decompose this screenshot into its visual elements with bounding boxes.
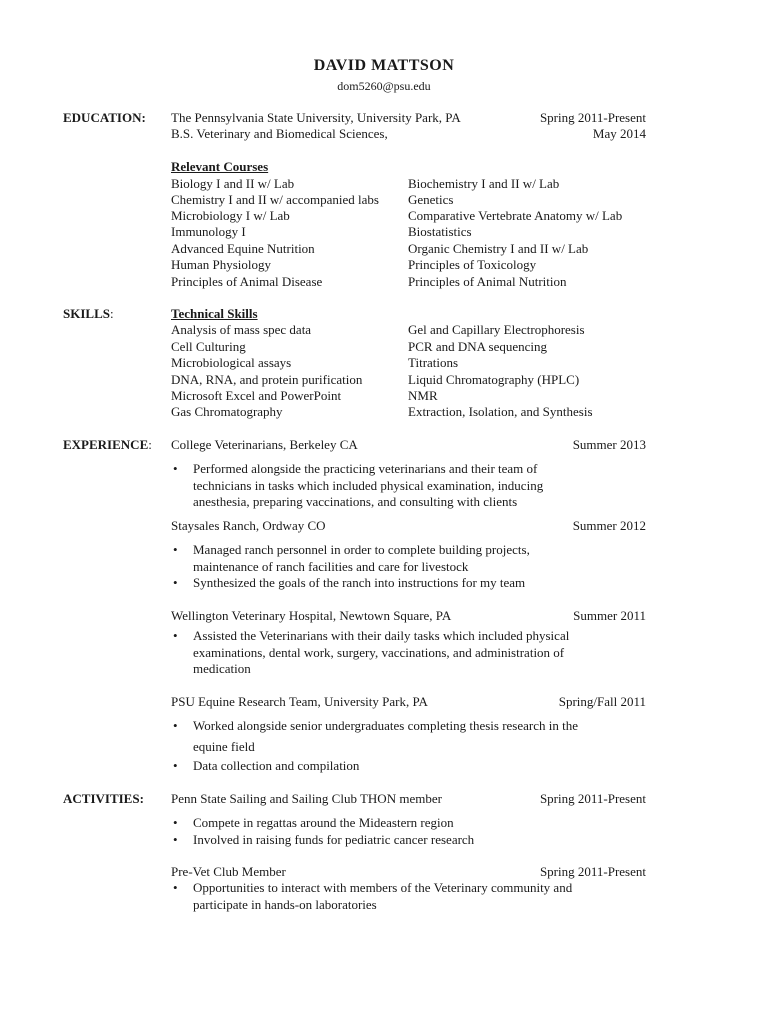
activity-bullet-text: Opportunities to interact with members of the Veterinary community and participate in hands-on laboratories xyxy=(193,880,573,912)
skills-label-text: SKILLS xyxy=(63,306,110,321)
skill-left-item: Cell Culturing xyxy=(171,339,246,354)
course-left-item: Immunology I xyxy=(171,224,246,239)
bullet-icon: • xyxy=(173,542,178,557)
job-title: Wellington Veterinary Hospital, Newtown Square, PA xyxy=(171,608,452,623)
activities-label: ACTIVITIES: xyxy=(63,791,144,806)
job-bullet-text: Performed alongside the practicing veterinarians and their team of technicians in tasks which included physical examination, inducing anesthesia, preparing vaccinations, and consulting with clients xyxy=(193,461,544,509)
skill-right-item: Titrations xyxy=(408,355,459,370)
education-label: EDUCATION: xyxy=(63,110,146,125)
skill-left-item: Analysis of mass spec data xyxy=(171,322,312,337)
education-degree-date: May 2014 xyxy=(592,126,646,141)
activity-title: Penn State Sailing and Sailing Club THON member xyxy=(171,791,442,806)
education-school: The Pennsylvania State University, University Park, PA xyxy=(171,110,461,125)
education-school-date: Spring 2011-Present xyxy=(539,110,646,125)
course-right-item: Comparative Vertebrate Anatomy w/ Lab xyxy=(408,208,623,223)
experience-label-colon: : xyxy=(148,437,152,452)
course-left-item: Human Physiology xyxy=(171,257,272,272)
job-title: College Veterinarians, Berkeley CA xyxy=(171,437,358,452)
job-date: Summer 2013 xyxy=(572,437,646,452)
course-right-item: Principles of Toxicology xyxy=(408,257,537,272)
job-bullet xyxy=(171,542,591,575)
job-bullet-text: Data collection and compilation xyxy=(193,758,360,773)
activity-bullet-text: Involved in raising funds for pediatric cancer research xyxy=(193,832,475,847)
job-bullet xyxy=(171,715,591,757)
job-bullet-text: Worked alongside senior undergraduates completing thesis research in the equine field xyxy=(193,718,578,754)
bullet-icon: • xyxy=(173,575,178,590)
activity-bullet-text: Compete in regattas around the Mideastern region xyxy=(193,815,454,830)
course-left-item: Advanced Equine Nutrition xyxy=(171,241,315,256)
activity-bullet xyxy=(171,815,591,832)
activity-date: Spring 2011-Present xyxy=(539,791,646,806)
bullet-icon: • xyxy=(173,832,178,847)
skill-left-item: Gas Chromatography xyxy=(171,404,283,419)
skill-right-item: NMR xyxy=(408,388,438,403)
job-bullet xyxy=(171,575,591,592)
job-bullet-text: Managed ranch personnel in order to complete building projects, maintenance of ranch facilities and care for livestock xyxy=(193,542,530,574)
bullet-icon: • xyxy=(173,718,178,733)
job-title: Staysales Ranch, Ordway CO xyxy=(171,518,326,533)
job-date: Summer 2012 xyxy=(572,518,646,533)
job-date: Spring/Fall 2011 xyxy=(558,694,646,709)
bullet-icon: • xyxy=(173,461,178,476)
job-bullet xyxy=(171,461,591,511)
technical-skills-heading: Technical Skills xyxy=(171,306,258,321)
job-bullet xyxy=(171,758,591,775)
bullet-icon: • xyxy=(173,880,178,895)
course-right-item: Biostatistics xyxy=(408,224,472,239)
skill-right-item: PCR and DNA sequencing xyxy=(408,339,548,354)
skill-right-item: Liquid Chromatography (HPLC) xyxy=(408,372,580,387)
activity-bullet xyxy=(171,832,591,849)
bullet-icon: • xyxy=(173,758,178,773)
course-left-item: Chemistry I and II w/ accompanied labs xyxy=(171,192,379,207)
candidate-email: dom5260@psu.edu xyxy=(337,79,431,93)
course-left-item: Biology I and II w/ Lab xyxy=(171,176,295,191)
activity-title: Pre-Vet Club Member xyxy=(171,864,286,879)
job-bullet xyxy=(171,628,591,678)
job-date: Summer 2011 xyxy=(573,608,646,623)
skill-right-item: Extraction, Isolation, and Synthesis xyxy=(408,404,593,419)
relevant-courses-heading: Relevant Courses xyxy=(171,159,269,174)
course-left-item: Microbiology I w/ Lab xyxy=(171,208,290,223)
activity-date: Spring 2011-Present xyxy=(539,864,646,879)
education-degree: B.S. Veterinary and Biomedical Sciences, xyxy=(171,126,388,141)
candidate-name: DAVID MATTSON xyxy=(313,57,455,74)
bullet-icon: • xyxy=(173,815,178,830)
course-right-item: Biochemistry I and II w/ Lab xyxy=(408,176,560,191)
course-right-item: Organic Chemistry I and II w/ Lab xyxy=(408,241,589,256)
skill-left-item: DNA, RNA, and protein purification xyxy=(171,372,363,387)
skills-label xyxy=(63,306,114,322)
job-bullet-text: Assisted the Veterinarians with their daily tasks which included physical examinations, dental work, surgery, vaccinations, and administration of medication xyxy=(193,628,570,676)
skill-left-item: Microsoft Excel and PowerPoint xyxy=(171,388,342,403)
course-right-item: Principles of Animal Nutrition xyxy=(408,274,567,289)
activity-bullet xyxy=(171,880,591,913)
skills-label-colon: : xyxy=(109,306,114,321)
bullet-icon: • xyxy=(173,628,178,643)
skill-right-item: Gel and Capillary Electrophoresis xyxy=(408,322,585,337)
experience-label-text: EXPERIENCE xyxy=(63,437,149,452)
job-bullet-text: Synthesized the goals of the ranch into instructions for my team xyxy=(193,575,526,590)
course-right-item: Genetics xyxy=(408,192,454,207)
skill-left-item: Microbiological assays xyxy=(171,355,292,370)
course-left-item: Principles of Animal Disease xyxy=(171,274,323,289)
experience-label xyxy=(63,437,152,453)
job-title: PSU Equine Research Team, University Park, PA xyxy=(171,694,428,709)
